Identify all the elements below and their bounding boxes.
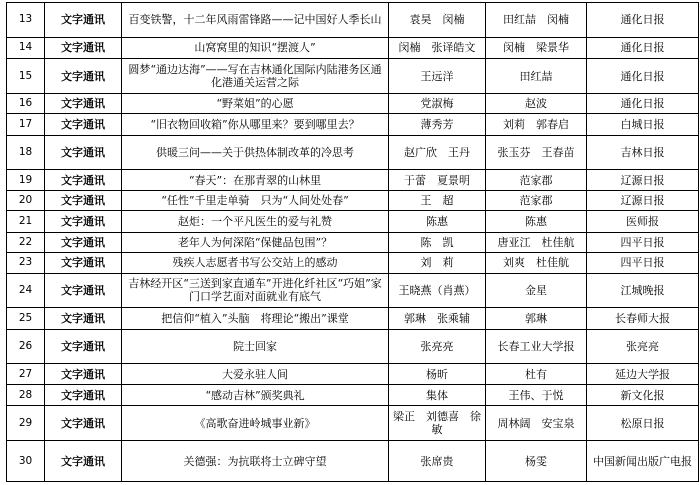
entry-title: “任性”千里走单骑 只为“人间处处春” <box>122 190 389 210</box>
entry-outlet: 松原日报 <box>587 406 699 441</box>
table-row <box>7 3 699 38</box>
entry-outlet: 四平日报 <box>587 232 699 252</box>
entry-author: 张亮亮 <box>389 329 486 364</box>
entry-category: 文字通讯 <box>45 211 122 232</box>
table-row <box>7 170 699 190</box>
entry-category: 文字通讯 <box>45 406 122 441</box>
entry-title: “感动吉林”颁奖典礼 <box>122 384 389 405</box>
entry-category: 文字通讯 <box>45 135 122 170</box>
entry-title: 老年人为何深陷“保健品包围”？ <box>122 232 389 252</box>
entry-author: 党淑梅 <box>389 93 486 113</box>
entry-category: 文字通讯 <box>45 364 122 384</box>
entry-outlet: 辽源日报 <box>587 170 699 190</box>
entry-author: 赵广欣 王丹 <box>389 135 486 170</box>
entry-number: 23 <box>7 253 45 273</box>
entry-editor: 田红喆 闵楠 <box>486 3 587 38</box>
table-row <box>7 59 699 94</box>
entry-category: 文字通讯 <box>45 190 122 210</box>
entry-number: 22 <box>7 232 45 252</box>
entry-editor: 王伟、于悦 <box>486 384 587 405</box>
awards-table-body <box>7 3 699 482</box>
entry-number: 17 <box>7 114 45 135</box>
entry-editor: 唐亚江 杜佳航 <box>486 232 587 252</box>
table-row <box>7 232 699 252</box>
entry-number: 29 <box>7 406 45 441</box>
table-row <box>7 364 699 384</box>
entry-outlet: 张亮亮 <box>587 329 699 364</box>
table-row <box>7 273 699 308</box>
entry-editor: 郭琳 <box>486 308 587 329</box>
entry-number: 24 <box>7 273 45 308</box>
entry-category: 文字通讯 <box>45 441 122 482</box>
entry-title: 把信仰“植入”头脑 将理论“搬出”课堂 <box>122 308 389 329</box>
entry-editor: 周林阔 安宝泉 <box>486 406 587 441</box>
entry-title: 供暖三问——关于供热体制改革的冷思考 <box>122 135 389 170</box>
entry-category: 文字通讯 <box>45 273 122 308</box>
entry-editor: 刘爽 杜佳航 <box>486 253 587 273</box>
entry-title: 百变铁警，十二年风雨雷锋路——记中国好人季长山 <box>122 3 389 38</box>
entry-author: 王晓燕（肖燕） <box>389 273 486 308</box>
entry-title: 大爱永驻人间 <box>122 364 389 384</box>
entry-editor: 陈惠 <box>486 211 587 232</box>
entry-number: 20 <box>7 190 45 210</box>
table-row <box>7 329 699 364</box>
entry-number: 13 <box>7 3 45 38</box>
entry-category: 文字通讯 <box>45 3 122 38</box>
entry-outlet: 通化日报 <box>587 59 699 94</box>
entry-title: “春天”：在那青翠的山林里 <box>122 170 389 190</box>
entry-title: 残疾人志愿者书写公交站上的感动 <box>122 253 389 273</box>
entry-author: 王 超 <box>389 190 486 210</box>
entry-outlet: 白城日报 <box>587 114 699 135</box>
table-row <box>7 37 699 58</box>
entry-author: 刘 莉 <box>389 253 486 273</box>
entry-outlet: 医师报 <box>587 211 699 232</box>
entry-editor: 范家郡 <box>486 190 587 210</box>
entry-number: 19 <box>7 170 45 190</box>
entry-title: “旧衣物回收箱”你从哪里来？要到哪里去？ <box>122 114 389 135</box>
entry-author: 郭琳 张乘辅 <box>389 308 486 329</box>
table-row <box>7 384 699 405</box>
entry-title: 圆梦“通边达海”——写在吉林通化国际内陆港务区通化港通关运营之际 <box>122 59 389 94</box>
entry-author: 薄秀芳 <box>389 114 486 135</box>
entry-outlet: 中国新闻出版广电报 <box>587 441 699 482</box>
entry-author: 集体 <box>389 384 486 405</box>
entry-editor: 杜有 <box>486 364 587 384</box>
entry-number: 14 <box>7 37 45 58</box>
entry-category: 文字通讯 <box>45 308 122 329</box>
entry-title: 赵炬：一个平凡医生的爱与礼赞 <box>122 211 389 232</box>
awards-table <box>6 2 699 482</box>
entry-author: 闵楠 张译皓文 <box>389 37 486 58</box>
entry-number: 16 <box>7 93 45 113</box>
entry-editor: 杨雯 <box>486 441 587 482</box>
entry-author: 梁正 刘德喜 徐敏 <box>389 406 486 441</box>
entry-editor: 田红喆 <box>486 59 587 94</box>
entry-category: 文字通讯 <box>45 253 122 273</box>
entry-outlet: 吉林日报 <box>587 135 699 170</box>
entry-category: 文字通讯 <box>45 329 122 364</box>
entry-editor: 张玉芬 王春苗 <box>486 135 587 170</box>
entry-outlet: 辽源日报 <box>587 190 699 210</box>
entry-title: 山窝窝里的知识“摆渡人” <box>122 37 389 58</box>
entry-author: 于蕾 夏景明 <box>389 170 486 190</box>
entry-author: 陈 凯 <box>389 232 486 252</box>
entry-outlet: 新文化报 <box>587 384 699 405</box>
table-row <box>7 441 699 482</box>
entry-author: 袁昊 闵楠 <box>389 3 486 38</box>
entry-title: 《高歌奋进岭城事业新》 <box>122 406 389 441</box>
entry-outlet: 江城晚报 <box>587 273 699 308</box>
entry-number: 30 <box>7 441 45 482</box>
table-row <box>7 190 699 210</box>
entry-title: “野菜姐”的心愿 <box>122 93 389 113</box>
entry-outlet: 四平日报 <box>587 253 699 273</box>
entry-category: 文字通讯 <box>45 170 122 190</box>
table-row <box>7 406 699 441</box>
entry-outlet: 通化日报 <box>587 37 699 58</box>
entry-category: 文字通讯 <box>45 37 122 58</box>
entry-number: 28 <box>7 384 45 405</box>
entry-outlet: 延边大学报 <box>587 364 699 384</box>
entry-editor: 赵波 <box>486 93 587 113</box>
entry-author: 杨昕 <box>389 364 486 384</box>
entry-title: 关德强：为抗联将士立碑守望 <box>122 441 389 482</box>
table-row <box>7 211 699 232</box>
entry-editor: 刘莉 郭春启 <box>486 114 587 135</box>
entry-outlet: 通化日报 <box>587 3 699 38</box>
entry-title: 院士回家 <box>122 329 389 364</box>
entry-outlet: 长春师大报 <box>587 308 699 329</box>
entry-editor: 范家郡 <box>486 170 587 190</box>
entry-author: 陈惠 <box>389 211 486 232</box>
table-row <box>7 253 699 273</box>
entry-number: 21 <box>7 211 45 232</box>
table-row <box>7 308 699 329</box>
entry-category: 文字通讯 <box>45 232 122 252</box>
entry-category: 文字通讯 <box>45 93 122 113</box>
entry-category: 文字通讯 <box>45 384 122 405</box>
entry-title: 吉林经开区“三送到家直通车”开进化纤社区“巧姐”家门口学艺面对面就业有底气 <box>122 273 389 308</box>
entry-category: 文字通讯 <box>45 59 122 94</box>
entry-author: 张席贵 <box>389 441 486 482</box>
entry-number: 15 <box>7 59 45 94</box>
entry-category: 文字通讯 <box>45 114 122 135</box>
entry-number: 26 <box>7 329 45 364</box>
table-row <box>7 135 699 170</box>
table-row <box>7 114 699 135</box>
entry-outlet: 通化日报 <box>587 93 699 113</box>
entry-editor: 金星 <box>486 273 587 308</box>
entry-editor: 闵楠 梁景华 <box>486 37 587 58</box>
entry-number: 25 <box>7 308 45 329</box>
entry-editor: 长春工业大学报 <box>486 329 587 364</box>
table-row <box>7 93 699 113</box>
entry-author: 王远洋 <box>389 59 486 94</box>
entry-number: 18 <box>7 135 45 170</box>
entry-number: 27 <box>7 364 45 384</box>
